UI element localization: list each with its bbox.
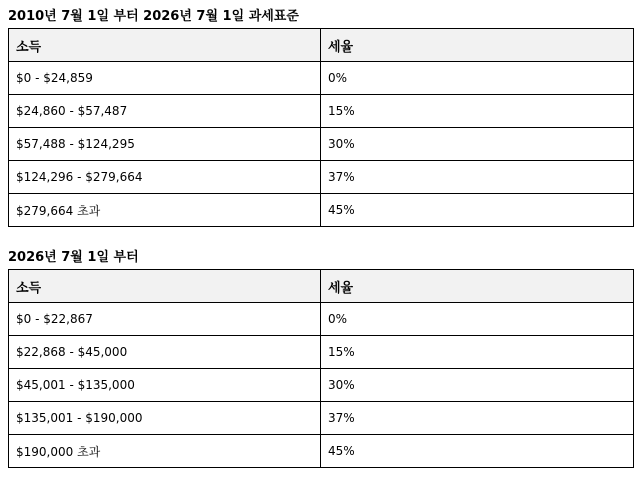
section-title: 2026년 7월 1일 부터: [8, 250, 139, 265]
rate-cell: 15%: [321, 95, 634, 128]
table-header-row: [9, 29, 634, 62]
table-row: [9, 194, 634, 227]
rate-cell: 37%: [321, 402, 634, 435]
table-header-row: [9, 270, 634, 303]
rate-cell: 15%: [321, 336, 634, 369]
table-row: [9, 128, 634, 161]
section-title: 2010년 7월 1일 부터 2026년 7월 1일 과세표준: [8, 9, 299, 24]
tax-section-from-2026: [8, 247, 633, 468]
table-row: [9, 402, 634, 435]
income-cell: $135,001 - $190,000: [9, 402, 321, 435]
table-row: [9, 62, 634, 95]
rate-cell: 45%: [321, 435, 634, 468]
income-cell: $57,488 - $124,295: [9, 128, 321, 161]
tax-rate-table: [8, 269, 634, 468]
column-header-rate: 세율: [321, 270, 634, 303]
rate-cell: 37%: [321, 161, 634, 194]
income-cell: $190,000 초과: [9, 435, 321, 468]
table-row: [9, 369, 634, 402]
income-cell: $45,001 - $135,000: [9, 369, 321, 402]
table-row: [9, 336, 634, 369]
rate-cell: 45%: [321, 194, 634, 227]
income-cell: $279,664 초과: [9, 194, 321, 227]
tax-rate-table: [8, 28, 634, 227]
income-cell: $22,868 - $45,000: [9, 336, 321, 369]
rate-cell: 0%: [321, 303, 634, 336]
income-cell: $124,296 - $279,664: [9, 161, 321, 194]
table-row: [9, 95, 634, 128]
rate-cell: 0%: [321, 62, 634, 95]
tax-section-2010-2026: [8, 6, 633, 227]
income-cell: $0 - $24,859: [9, 62, 321, 95]
column-header-income: 소득: [9, 270, 321, 303]
table-row: [9, 303, 634, 336]
income-cell: $24,860 - $57,487: [9, 95, 321, 128]
income-cell: $0 - $22,867: [9, 303, 321, 336]
rate-cell: 30%: [321, 128, 634, 161]
column-header-income: 소득: [9, 29, 321, 62]
column-header-rate: 세율: [321, 29, 634, 62]
table-row: [9, 435, 634, 468]
table-row: [9, 161, 634, 194]
rate-cell: 30%: [321, 369, 634, 402]
